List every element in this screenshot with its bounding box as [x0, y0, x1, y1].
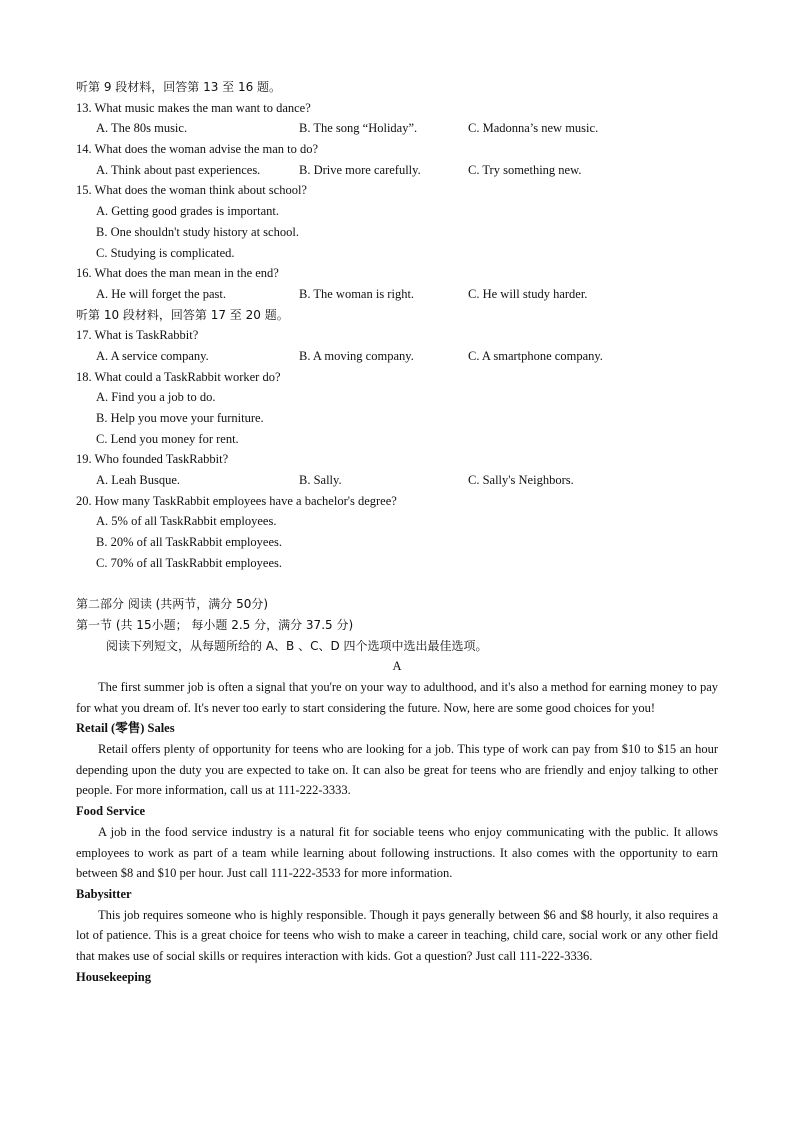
option-b[interactable]: B. A moving company.: [299, 348, 414, 363]
section-text-babysitter: This job requires someone who is highly responsible. Though it pays generally between $6 and $8 hourly, it also requires a lot of patience. This is a great choice for teens who wish to make a career in teaching, child care, social work or any other field that makes use of social skills or requires interaction with kids. Got a question? Just call 111-222-3336.: [76, 907, 718, 964]
spacer: [76, 574, 718, 595]
part-title: 第二部分 阅读 (共两节，满分 50分): [76, 597, 269, 612]
option-a[interactable]: A. Think about past experiences.: [96, 162, 261, 177]
options-row: [76, 470, 718, 491]
option-b[interactable]: B. Sally.: [299, 473, 342, 488]
options-row: [76, 346, 718, 367]
option-b[interactable]: B. The woman is right.: [299, 286, 415, 301]
option-c[interactable]: C. 70% of all TaskRabbit employees.: [96, 555, 283, 570]
option-b[interactable]: B. The song “Holiday”.: [299, 121, 418, 136]
option-c[interactable]: C. Try something new.: [468, 162, 582, 177]
question-14: 14. What does the woman advise the man to do?: [76, 142, 319, 157]
option-b[interactable]: B. 20% of all TaskRabbit employees.: [96, 535, 283, 550]
question-20: 20. How many TaskRabbit employees have a bachelor's degree?: [76, 493, 397, 508]
section-header: 听第 10 段材料，回答第 17 至 20 题。: [76, 307, 289, 322]
option-a[interactable]: A. Leah Busque.: [96, 473, 181, 488]
option-c[interactable]: C. Lend you money for rent.: [96, 431, 239, 446]
question-13: 13. What music makes the man want to dance?: [76, 100, 311, 115]
option-b[interactable]: B. Help you move your furniture.: [96, 411, 264, 425]
option-b[interactable]: B. One shouldn't study history at school.: [96, 224, 299, 239]
option-c[interactable]: C. Studying is complicated.: [96, 245, 235, 260]
section-header: 听第 9 段材料，回答第 13 至 16 题。: [76, 80, 282, 94]
passage-intro: The first summer job is often a signal that you're on your way to adulthood, and it's also a method for earning money to pay for what you dream of. It's never too early to start considering the future. Now, here are some good choices for you!: [76, 679, 718, 715]
question-19: 19. Who founded TaskRabbit?: [76, 452, 229, 467]
section-heading-babysitter: Babysitter: [76, 886, 132, 901]
option-a[interactable]: A. Find you a job to do.: [96, 390, 216, 405]
section-heading-food-service: Food Service: [76, 804, 146, 819]
options-row: [76, 118, 718, 139]
question-15: 15. What does the woman think about school?: [76, 183, 307, 198]
option-c[interactable]: C. A smartphone company.: [468, 348, 603, 363]
option-b[interactable]: B. Drive more carefully.: [299, 162, 421, 177]
option-a[interactable]: A. A service company.: [96, 348, 209, 363]
option-a[interactable]: A. He will forget the past.: [96, 286, 226, 301]
options-row: [76, 284, 718, 305]
exam-page: [76, 77, 718, 987]
option-c[interactable]: C. Madonna’s new music.: [468, 121, 599, 136]
option-c[interactable]: C. Sally's Neighbors.: [468, 473, 574, 488]
section-heading-housekeeping: Housekeeping: [76, 969, 152, 984]
option-a[interactable]: A. 5% of all TaskRabbit employees.: [96, 514, 277, 529]
option-c[interactable]: C. He will study harder.: [468, 286, 588, 301]
question-16: 16. What does the man mean in the end?: [76, 266, 279, 281]
passage-letter: A: [392, 659, 402, 674]
section-text-food-service: A job in the food service industry is a natural fit for sociable teens who enjoy communicating with the public. It allows employees to work as part of a team while learning about following instructions. It also comes with the opportunity to earn between $8 and $10 per hour. Just call 111-222-3533 for more information.: [76, 824, 718, 881]
section-text-retail: Retail offers plenty of opportunity for teens who are looking for a job. This type of work can pay from $10 to $15 an hour depending upon the duty you are expected to take on. It can also be great for teens who are friendly and enjoy talking to other people. For more information, call us at 111-222-3333.: [76, 742, 718, 798]
option-a[interactable]: A. Getting good grades is important.: [96, 204, 279, 219]
section-heading-retail: Retail (零售) Sales: [76, 721, 175, 736]
question-17: 17. What is TaskRabbit?: [76, 328, 199, 343]
section-title: 第一节 (共 15小题； 每小题 2.5 分，满分 37.5 分): [76, 617, 354, 632]
options-row: [76, 160, 718, 181]
option-a[interactable]: A. The 80s music.: [96, 121, 188, 136]
question-18: 18. What could a TaskRabbit worker do?: [76, 369, 281, 384]
instruction: 阅读下列短文，从每题所给的 A、B 、C、D 四个选项中选出最佳选项。: [106, 638, 488, 653]
